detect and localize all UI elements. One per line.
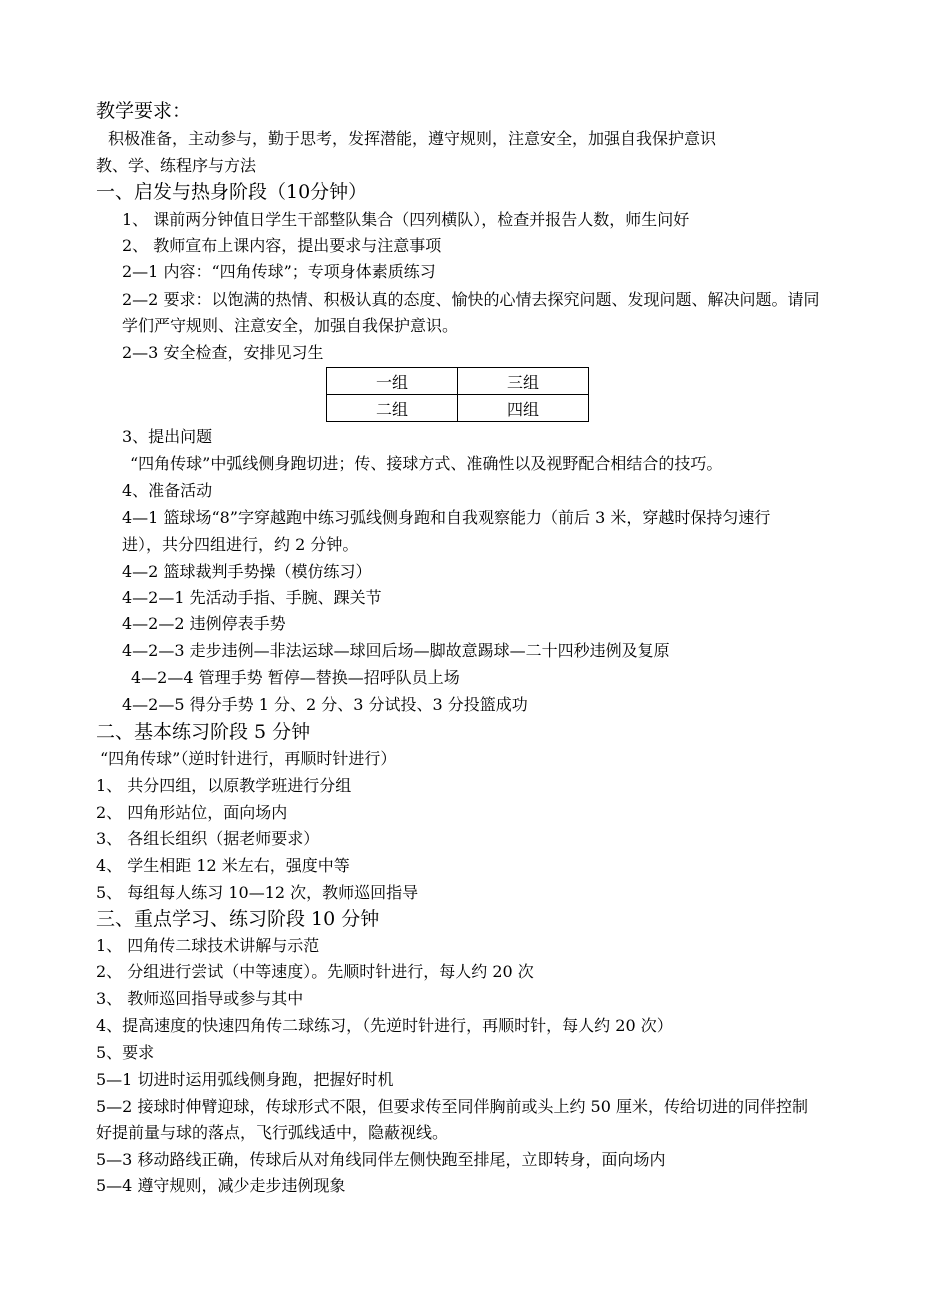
section1-line-4-1a: 4—1 篮球场“8”字穿越跑中练习弧线侧身跑和自我观察能力（前后 3 米，穿越时保持匀速行 [122, 508, 771, 527]
group-cell: 一组 [327, 368, 458, 395]
section3-line-5-2a: 5—2 接球时伸臂迎球，传球形式不限，但要求传至同伴胸前或头上约 50 厘米，传给切进的同伴控制 [96, 1097, 808, 1116]
section2-subtitle: “四角传球”（逆时针进行，再顺时针进行） [100, 749, 397, 768]
section3-line-5: 5、要求 [96, 1043, 155, 1062]
section1-line-4-1b: 进），共分四组进行，约 2 分钟。 [122, 535, 359, 554]
section1-line-2-2b: 学们严守规则、注意安全，加强自我保护意识。 [122, 316, 459, 335]
section1-line-4-2-5: 4—2—5 得分手势 1 分、2 分、3 分试投、3 分投篮成功 [122, 695, 528, 714]
group-cell: 四组 [458, 395, 589, 422]
section1-title: 一、启发与热身阶段（10分钟） [96, 181, 368, 203]
requirements-text: 积极准备，主动参与，勤于思考，发挥潜能，遵守规则，注意安全，加强自我保护意识 [108, 129, 717, 148]
section1-line-4-2: 4—2 篮球裁判手势操（模仿练习） [122, 562, 372, 581]
section1-line-2: 2、 教师宣布上课内容，提出要求与注意事项 [122, 236, 442, 255]
table-row [327, 395, 589, 422]
section3-line-2: 2、 分组进行尝试（中等速度）。先顺时针进行，每人约 20 次 [96, 962, 534, 981]
section2-item: 1、 共分四组，以原教学班进行分组 [96, 776, 352, 795]
section3-line-4: 4、提高速度的快速四角传二球练习，（先逆时针进行，再顺时针，每人约 20 次） [96, 1016, 673, 1035]
section3-line-1: 1、 四角传二球技术讲解与示范 [96, 936, 320, 955]
section1-line-1: 1、 课前两分钟值日学生干部整队集合（四列横队），检查并报告人数，师生问好 [122, 210, 690, 229]
groups-table [326, 367, 589, 422]
section1-line-2-2a: 2—2 要求：以饱满的热情、积极认真的态度、愉快的心情去探究问题、发现问题、解决问题。请同 [122, 290, 820, 309]
group-cell: 三组 [458, 368, 589, 395]
section2-item: 5、 每组每人练习 10—12 次，教师巡回指导 [96, 883, 419, 902]
section1-line-2-3: 2—3 安全检查，安排见习生 [122, 343, 324, 362]
procedure-title: 教、学、练程序与方法 [96, 156, 257, 175]
section1-line-3-text: “四角传球”中弧线侧身跑切进；传、接球方式、准确性以及视野配合相结合的技巧。 [130, 454, 723, 473]
section1-line-2-1: 2—1 内容：“四角传球”；专项身体素质练习 [122, 262, 436, 281]
section3-line-5-3: 5—3 移动路线正确，传球后从对角线同伴左侧快跑至排尾，立即转身，面向场内 [96, 1150, 666, 1169]
section1-line-4-2-2: 4—2—2 违例停表手势 [122, 614, 286, 633]
requirements-heading: 教学要求： [96, 100, 192, 122]
section3-title: 三、重点学习、练习阶段 10 分钟 [96, 908, 380, 930]
table-row [327, 368, 589, 395]
section1-line-4-2-3: 4—2—3 走步违例—非法运球—球回后场—脚故意踢球—二十四秒违例及复原 [122, 641, 670, 660]
section1-line-4: 4、准备活动 [122, 481, 213, 500]
section3-line-5-2b: 好提前量与球的落点，飞行弧线适中，隐蔽视线。 [96, 1123, 449, 1142]
section3-line-5-1: 5—1 切进时运用弧线侧身跑，把握好时机 [96, 1070, 394, 1089]
section1-line-4-2-4: 4—2—4 管理手势 暂停—替换—招呼队员上场 [131, 668, 460, 687]
section1-line-4-2-1: 4—2—1 先活动手指、手腕、踝关节 [122, 588, 382, 607]
group-cell: 二组 [327, 395, 458, 422]
section2-item: 4、 学生相距 12 米左右，强度中等 [96, 856, 350, 875]
section2-item: 3、 各组长组织（据老师要求） [96, 829, 320, 848]
section2-title: 二、基本练习阶段 5 分钟 [96, 721, 311, 743]
section3-line-3: 3、 教师巡回指导或参与其中 [96, 989, 304, 1008]
section2-item: 2、 四角形站位，面向场内 [96, 803, 288, 822]
section1-line-3: 3、提出问题 [122, 427, 213, 446]
section3-line-5-4: 5—4 遵守规则，减少走步违例现象 [96, 1176, 346, 1195]
